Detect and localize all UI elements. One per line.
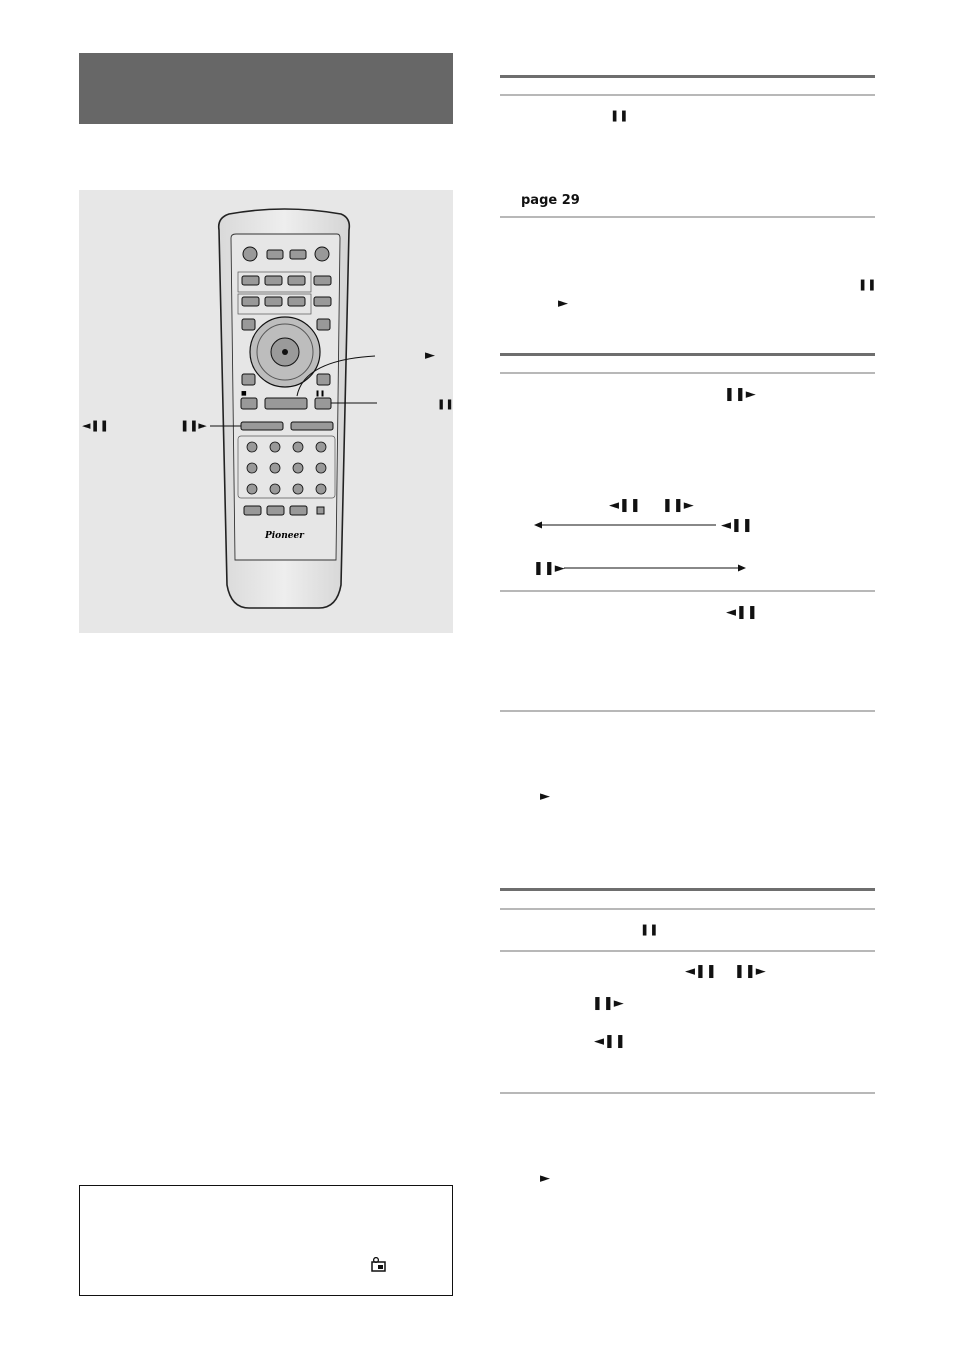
- page-reference[interactable]: page 29: [521, 193, 580, 208]
- note-box: [79, 1185, 453, 1296]
- remote-control-icon: [79, 190, 453, 633]
- step-rule: [500, 908, 875, 910]
- step-reverse-glyph: ◄❚❚: [726, 605, 758, 620]
- step-rule: [500, 216, 875, 218]
- play-glyph: ►: [558, 296, 568, 311]
- remote-illustration-panel: [79, 190, 453, 633]
- camera-angle-icon: [370, 1257, 388, 1273]
- step-forward-glyph: ❚❚►: [734, 964, 766, 979]
- section-rule: [500, 353, 875, 356]
- step-reverse-glyph: ◄❚❚: [685, 964, 717, 979]
- step-forward-glyph: ❚❚►: [662, 498, 694, 513]
- pause-glyph: ❚❚: [858, 278, 877, 291]
- play-glyph: ►: [540, 789, 550, 804]
- step-rule: [500, 372, 875, 374]
- callout-step-forward-label: ❚❚►: [180, 419, 207, 432]
- pause-glyph: ❚❚: [640, 923, 659, 936]
- svg-text:■: ■: [241, 390, 247, 397]
- brand-logo: Pioneer: [265, 531, 304, 541]
- play-glyph: ►: [540, 1171, 550, 1186]
- step-rule: [500, 710, 875, 712]
- section-rule: [500, 888, 875, 891]
- step-rule: [500, 1092, 875, 1094]
- callout-pause-label: ❚❚: [437, 399, 454, 410]
- pause-glyph: ❚❚: [610, 109, 629, 122]
- callout-play-label: ►: [425, 348, 435, 363]
- svg-text:❚❚: ❚❚: [315, 390, 326, 397]
- step-forward-glyph: ❚❚►: [592, 996, 624, 1011]
- step-rule: [500, 590, 875, 592]
- step-forward-glyph: ❚❚►: [724, 387, 756, 402]
- step-reverse-glyph: ◄❚❚: [721, 518, 753, 533]
- step-rule: [500, 94, 875, 96]
- step-reverse-glyph: ◄❚❚: [609, 498, 641, 513]
- section-rule: [500, 75, 875, 78]
- step-rule: [500, 950, 875, 952]
- section-title-block: [79, 53, 453, 124]
- callout-step-reverse-label: ◄❚❚: [82, 419, 109, 432]
- step-reverse-glyph: ◄❚❚: [594, 1034, 626, 1049]
- step-forward-glyph: ❚❚►: [533, 561, 565, 576]
